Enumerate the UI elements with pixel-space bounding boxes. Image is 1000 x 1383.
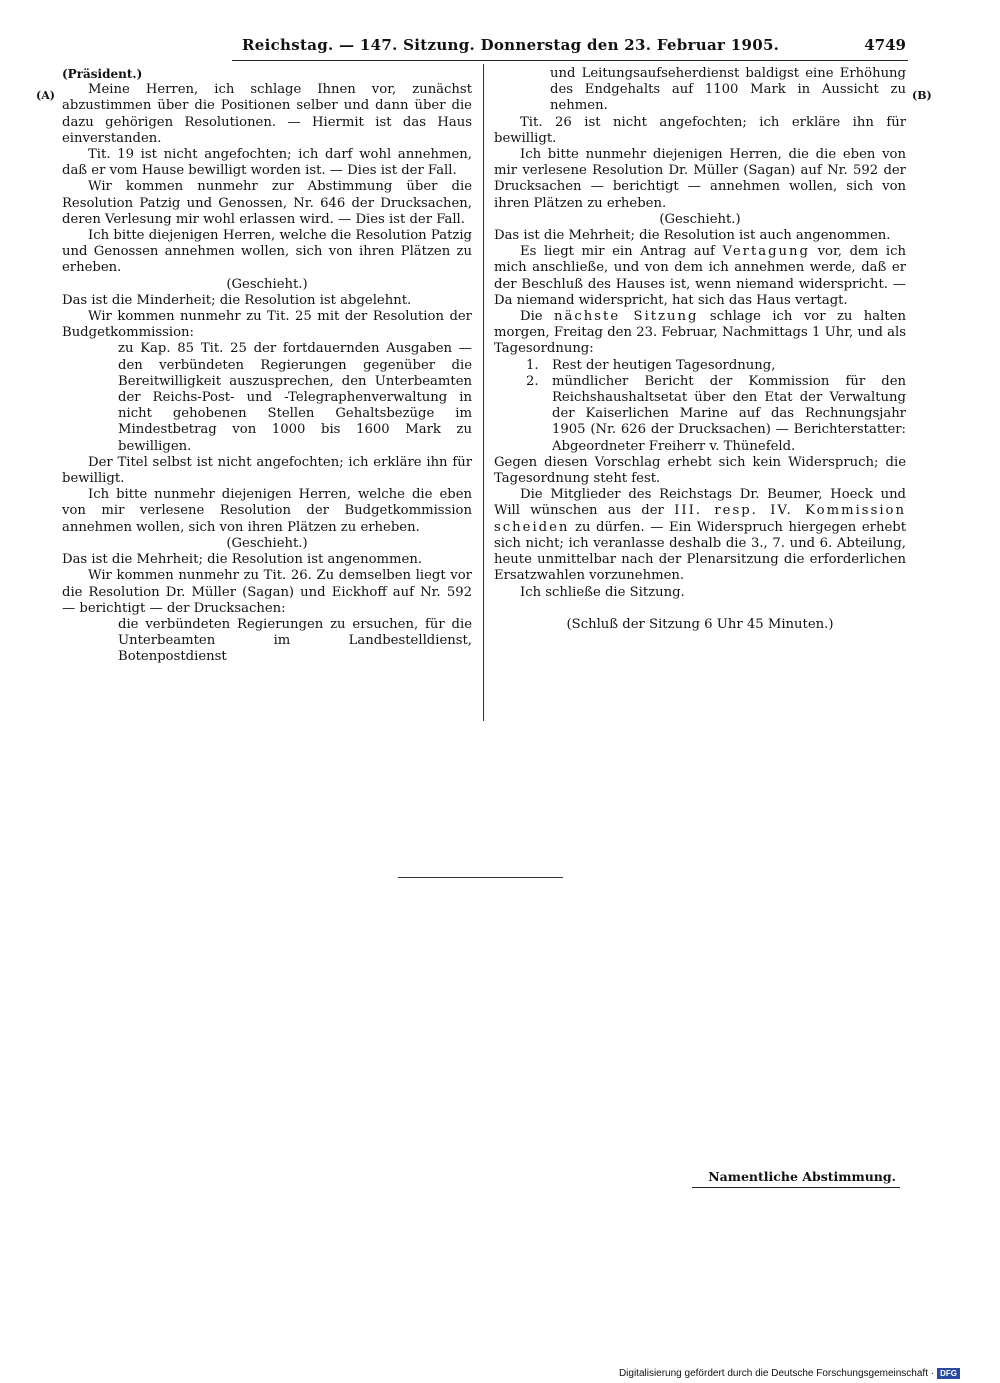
next-section-link[interactable]: Namentliche Abstimmung. xyxy=(708,1169,896,1184)
footer-text: Digitalisierung gefördert durch die Deutsche Forschungsgemeinschaft · xyxy=(618,1368,935,1379)
closing-note: (Schluß der Sitzung 6 Uhr 45 Minuten.) xyxy=(566,616,834,632)
text-run: vor, dem ich mich anschließe, und von dem ich annehmen werde, daß er der Beschluß des Hauses ist, wenn niemand widerspricht. — Da niemand widerspricht, hat sich das Haus vertagt. xyxy=(494,244,906,308)
agenda-text: Rest der heutigen Tagesordnung, xyxy=(552,357,776,373)
dfg-logo: DFG xyxy=(937,1368,960,1379)
paragraph: Gegen diesen Vorschlag erhebt sich kein Widerspruch; die Tagesordnung steht fest. xyxy=(494,454,906,487)
paragraph: Das ist die Mehrheit; die Resolution ist auch angenommen. xyxy=(494,228,891,244)
paragraph: Das ist die Minderheit; die Resolution ist abgelehnt. xyxy=(62,292,412,308)
text-run: schlage ich vor zu halten morgen, Freitag den 23. Februar, Nachmittags 1 Uhr, und als Tagesordnung: xyxy=(494,309,906,357)
paragraph: Ich bitte nunmehr diejenigen Herren, die die eben von mir verlesene Resolution Dr. Müller (Sagan) auf Nr. 592 der Drucksachen — berichtigt — annehmen wollen, sich von ihren Plätzen zu erheben. xyxy=(494,147,906,211)
paragraph xyxy=(494,244,906,309)
page-number: 4749 xyxy=(864,36,906,54)
geschieht-note: (Geschieht.) xyxy=(659,211,741,227)
resolution-quote-continued: und Leitungsaufseherdienst baldigst eine Erhöhung des Endgehalts auf 1100 Mark in Aussicht zu nehmen. xyxy=(550,66,906,114)
text-run: Die xyxy=(520,309,543,325)
resolution-quote: zu Kap. 85 Tit. 25 der fortdauernden Ausgaben — den verbündeten Regierungen gegenüber die Bereitwilligkeit auszusprechen, den Unterbeamten der Reichs-Post- und -Telegraphenverwaltung in nicht gehobenen Stellen Gehaltsbezüge im Mindestbetrag von 1000 bis 1600 Mark zu bewilligen. xyxy=(118,341,472,454)
next-section-underline xyxy=(692,1187,900,1188)
column-divider xyxy=(483,64,484,721)
text-run: Es liegt mir ein Antrag auf xyxy=(520,244,715,260)
paragraph: Meine Herren, ich schlage Ihnen vor, zunächst abzustimmen über die Positionen selber und dann über die dazu gehörigen Resolutionen. — Hiermit ist das Haus einverstanden. xyxy=(62,82,472,146)
paragraph: Tit. 26 ist nicht angefochten; ich erkläre ihn für bewilligt. xyxy=(494,114,906,146)
section-separator xyxy=(398,877,563,878)
paragraph: Das ist die Mehrheit; die Resolution ist angenommen. xyxy=(62,552,423,568)
paragraph xyxy=(494,309,906,358)
paragraph xyxy=(494,487,906,584)
agenda-number: 2. xyxy=(526,373,539,389)
header-title: Reichstag. — 147. Sitzung. Donnerstag den 23. Februar 1905. xyxy=(242,36,780,54)
spaced-emphasis: III. resp. IV. Kommission scheiden xyxy=(494,503,906,535)
text-run: Die Mitglieder des Reichstags Dr. Beumer, Hoeck und Will wünschen aus der xyxy=(494,487,906,519)
paragraph: Der Titel selbst ist nicht angefochten; ich erkläre ihn für bewilligt. xyxy=(62,454,472,487)
right-column xyxy=(494,66,906,633)
geschieht-note: (Geschieht.) xyxy=(226,535,308,551)
text-run: zu dürfen. — Ein Widerspruch hiergegen erhebt sich nicht; ich veranlasse deshalb die 3., 7. und 6. Abteilung, heute unmittelbar nach der Plenarsitzung die erforderlichen Ersatzwahlen vorzunehmen. xyxy=(494,519,907,584)
margin-mark-b: (B) xyxy=(912,89,932,102)
paragraph: Ich schließe die Sitzung. xyxy=(520,584,685,600)
left-column xyxy=(62,66,472,666)
resolution-quote: die verbündeten Regierungen zu ersuchen, für die Unterbeamten im Landbestelldienst, Botenpostdienst xyxy=(118,616,472,665)
speaker-label: (Präsident.) xyxy=(62,67,143,81)
page-header xyxy=(232,36,908,61)
paragraph: Ich bitte diejenigen Herren, welche die Resolution Patzig und Genossen annehmen wollen, sich von ihren Plätzen zu erheben. xyxy=(62,228,472,276)
spaced-emphasis: nächste Sitzung xyxy=(554,309,699,325)
paragraph: Ich bitte nunmehr diejenigen Herren, welche die eben von mir verlesene Resolution der Budgetkommission annehmen wollen, sich von ihren Plätzen zu erheben. xyxy=(62,487,472,535)
paragraph: Wir kommen nunmehr zu Tit. 25 mit der Resolution der Budgetkommission: xyxy=(62,309,472,341)
footer-credit xyxy=(619,1368,960,1379)
paragraph: Wir kommen nunmehr zur Abstimmung über die Resolution Patzig und Genossen, Nr. 646 der Drucksachen, deren Verlesung mir wohl erlassen wird. — Dies ist der Fall. xyxy=(62,179,472,227)
spaced-emphasis: Vertagung xyxy=(722,244,810,260)
margin-mark-a: (A) xyxy=(36,89,55,102)
agenda-item xyxy=(526,358,906,374)
agenda-number: 1. xyxy=(526,357,539,373)
agenda-text: mündlicher Bericht der Kommission für den Reichshaushaltsetat über den Etat der Verwaltung der Kaiserlichen Marine auf das Rechnungsjahr 1905 (Nr. 626 der Drucksachen) — Berichterstatter: Abgeordneter Freiherr v. Thünefeld. xyxy=(552,373,906,454)
paragraph: Wir kommen nunmehr zu Tit. 26. Zu demselben liegt vor die Resolution Dr. Müller (Sagan) und Eickhoff auf Nr. 592 — berichtigt — der Drucksachen: xyxy=(62,568,472,616)
paragraph: Tit. 19 ist nicht angefochten; ich darf wohl annehmen, daß er vom Hause bewilligt worden ist. — Dies ist der Fall. xyxy=(62,147,472,179)
agenda-item xyxy=(526,374,906,455)
geschieht-note: (Geschieht.) xyxy=(226,276,308,292)
